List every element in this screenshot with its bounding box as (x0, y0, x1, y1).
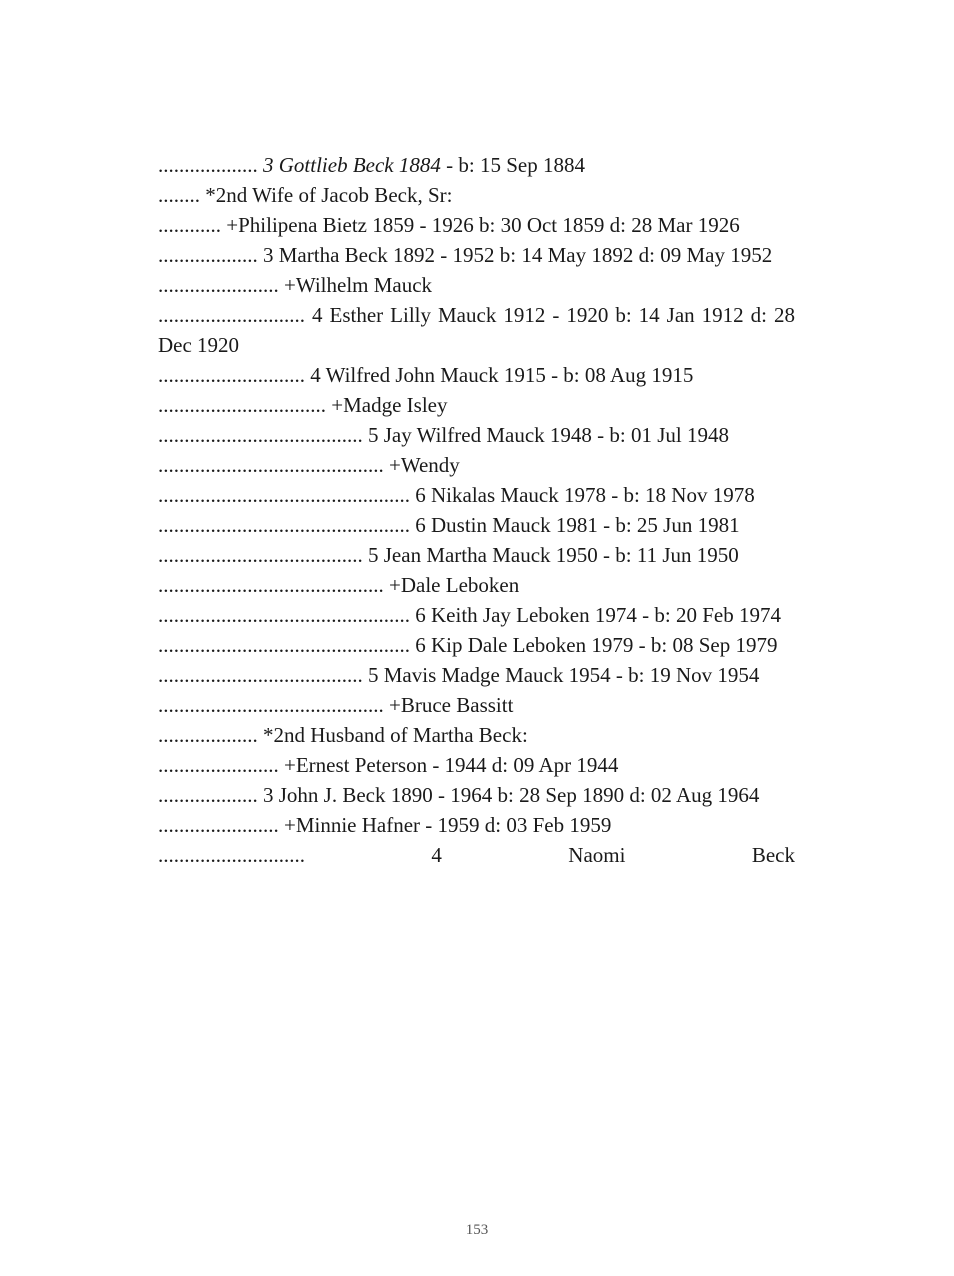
list-item: ............................ 4 Wilfred John Mauck 1915 - b: 08 Aug 1915 (158, 363, 694, 387)
genealogy-list (158, 150, 795, 870)
list-item: ............................ 4 Naomi Beck (158, 843, 796, 867)
page-number: 153 (465, 1222, 489, 1238)
list-item: ................... 3 John J. Beck 1890 - 1964 b: 28 Sep 1890 d: 02 Aug 1964 (158, 783, 760, 807)
list-item: ........................................... +Dale Leboken (158, 573, 520, 597)
list-item: ................................................ 6 Nikalas Mauck 1978 - b: 18 Nov 1978 (158, 483, 755, 507)
list-item: ....................... +Wilhelm Mauck (158, 273, 433, 297)
list-item: ........................................... +Bruce Bassitt (158, 693, 514, 717)
list-item: ....................... +Minnie Hafner - 1959 d: 03 Feb 1959 (158, 813, 612, 837)
list-item: ........................................... +Wendy (158, 453, 460, 477)
list-item: ....................................... 5 Jay Wilfred Mauck 1948 - b: 01 Jul 1948 (158, 423, 729, 447)
list-item: ........ *2nd Wife of Jacob Beck, Sr: (158, 183, 453, 207)
list-item: ....................... +Ernest Peterson - 1944 d: 09 Apr 1944 (158, 753, 619, 777)
list-item: ................... 3 Gottlieb Beck 1884 - b: 15 Sep 1884 (158, 153, 585, 177)
list-item: ................................ +Madge Isley (158, 393, 448, 417)
list-item: ............ +Philipena Bietz 1859 - 1926 b: 30 Oct 1859 d: 28 Mar 1926 (158, 213, 740, 237)
list-item: ................... *2nd Husband of Martha Beck: (158, 723, 528, 747)
list-item: ....................................... 5 Jean Martha Mauck 1950 - b: 11 Jun 1950 (158, 543, 739, 567)
list-item: ................................................ 6 Keith Jay Leboken 1974 - b: 20 Feb 1974 (158, 603, 781, 627)
list-item: ............................ 4 Esther Lilly Mauck 1912 - 1920 b: 14 Jan 1912 d: 28 Dec 1920 (158, 303, 796, 357)
list-item: ....................................... 5 Mavis Madge Mauck 1954 - b: 19 Nov 1954 (158, 663, 760, 687)
list-item: ................................................ 6 Dustin Mauck 1981 - b: 25 Jun 1981 (158, 513, 740, 537)
list-item: ................... 3 Martha Beck 1892 - 1952 b: 14 May 1892 d: 09 May 1952 (158, 243, 773, 267)
list-item: ................................................ 6 Kip Dale Leboken 1979 - b: 08 Sep 1979 (158, 633, 778, 657)
